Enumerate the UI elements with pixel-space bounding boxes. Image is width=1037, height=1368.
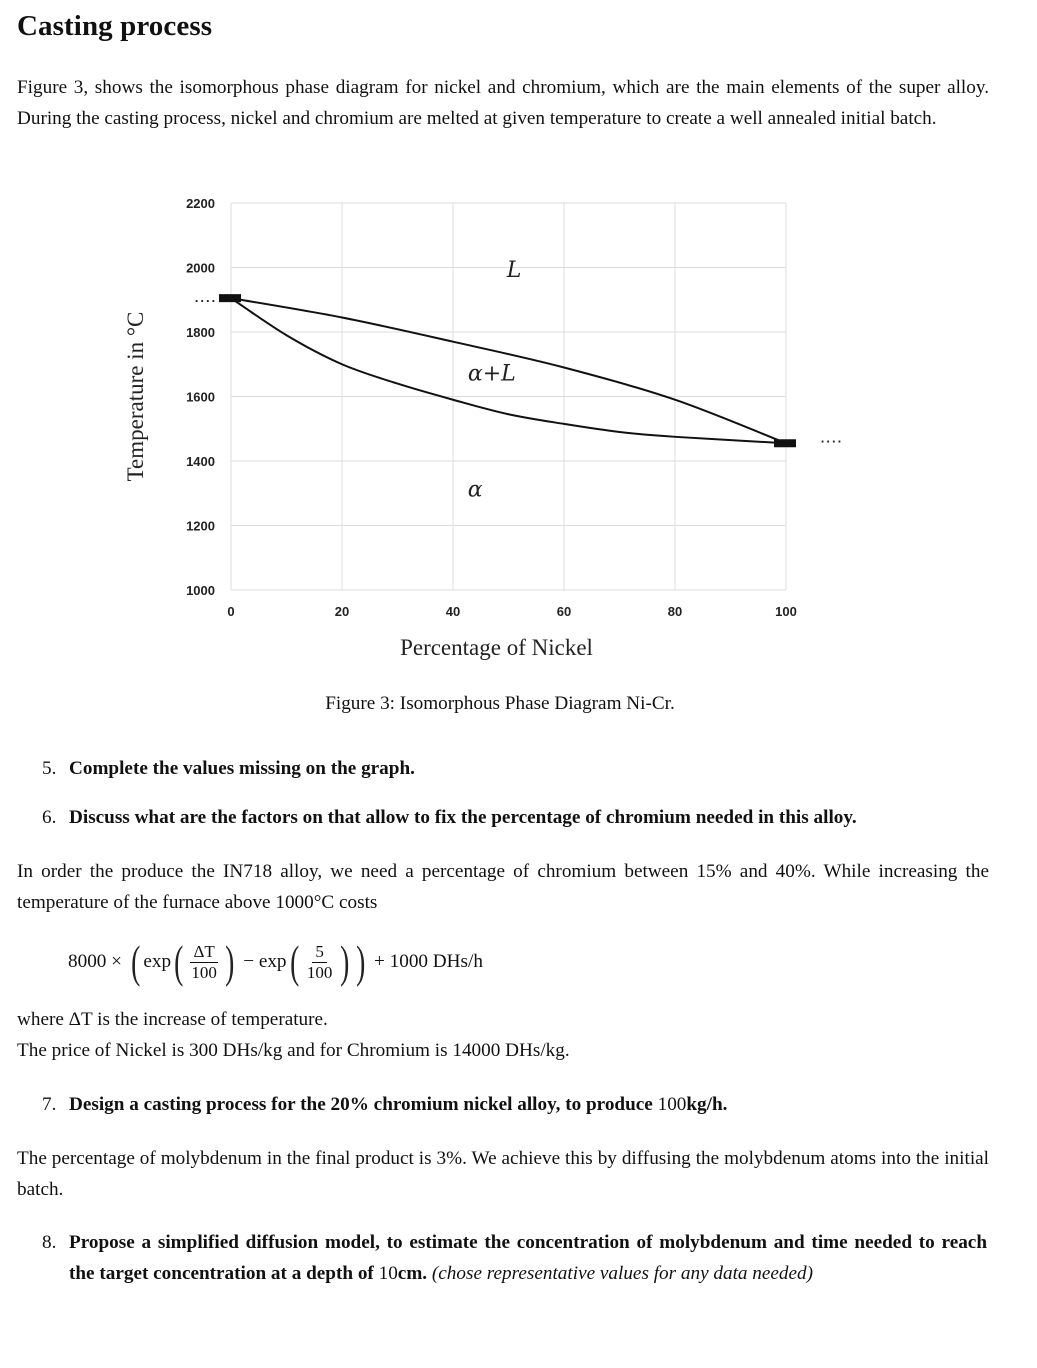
x-tick-label: 20 <box>334 604 350 619</box>
question-7-value: 100 <box>657 1094 687 1115</box>
x-axis-label: Percentage of Nickel <box>400 635 593 660</box>
eq-suffix: + 1000 DHs/h <box>374 951 483 972</box>
question-5-number: 5. <box>42 758 57 779</box>
eq-paren-close: ) <box>355 936 365 987</box>
eq-den2: 100 <box>306 962 333 982</box>
question-7 <box>42 1090 987 1121</box>
phase-diagram-svg <box>0 180 1000 660</box>
question-6-text: Discuss what are the factors on that allow to fix the percentage of chromium needed in this alloy. <box>69 807 857 828</box>
intro-paragraph: Figure 3, shows the isomorphous phase diagram for nickel and chromium, which are the main elements of the super alloy. During the casting process, nickel and chromium are melted at given temperature to create a well annealed initial batch. <box>17 77 989 129</box>
region-label: α <box>467 477 483 503</box>
question-8-value: 10 <box>378 1262 398 1284</box>
question-8 <box>42 1228 987 1289</box>
y-tick-label: 2200 <box>186 196 215 211</box>
question-6-number: 6. <box>42 807 57 828</box>
region-label: α+L <box>467 361 516 387</box>
x-tick-label: 0 <box>227 604 235 619</box>
missing-value-left: .... <box>194 290 218 306</box>
question-5 <box>42 754 987 785</box>
x-tick-label: 40 <box>445 604 461 619</box>
cost-equation <box>68 932 483 992</box>
y-tick-label: 1200 <box>186 518 215 534</box>
endpoint-marker-chromium <box>219 294 241 302</box>
y-axis-label: Temperature in °C <box>123 311 148 482</box>
question-8-unit: cm. <box>397 1262 428 1284</box>
eq-minus-exp: − exp <box>243 951 287 972</box>
eq-paren-close-inner2: ) <box>340 936 350 987</box>
eq-exp1: exp <box>143 951 172 972</box>
eq-paren-open-inner2: ( <box>289 936 299 987</box>
eq-fraction-2 <box>304 942 336 983</box>
question-7-text: Design a casting process for the 20% chromium nickel alloy, to produce <box>69 1094 653 1115</box>
eq-paren-close-inner: ) <box>224 936 235 987</box>
y-tick-label: 1000 <box>186 583 215 598</box>
eq-prefix: 8000 × <box>68 951 122 972</box>
section-title: Casting process <box>17 10 213 42</box>
question-8-number: 8. <box>42 1232 57 1253</box>
eq-num1: ΔT <box>190 942 217 963</box>
y-tick-label: 1600 <box>186 389 215 405</box>
x-tick-label: 80 <box>667 604 683 619</box>
y-tick-label: 2000 <box>186 260 215 276</box>
question-8-note: (chose representative values for any data needed) <box>431 1262 814 1284</box>
x-tick-label: 100 <box>775 604 797 619</box>
figure-caption: Figure 3: Isomorphous Phase Diagram Ni-Cr. <box>325 693 675 714</box>
question-8-text: Propose a simplified diffusion model, to estimate the concentration of molybdenum and time needed to reach the target concentration at a depth of <box>69 1232 987 1284</box>
eq-paren-open: ( <box>131 936 141 987</box>
where-line: where ΔT is the increase of temperature. <box>17 1009 328 1030</box>
question-6 <box>42 803 987 834</box>
y-tick-label: 1400 <box>186 454 215 469</box>
eq-den1: 100 <box>191 962 217 982</box>
question-7-number: 7. <box>42 1094 57 1115</box>
eq-num2: 5 <box>312 942 327 963</box>
question-7-unit: kg/h. <box>686 1094 728 1115</box>
phase-diagram-chart <box>0 180 1000 665</box>
question-5-text: Complete the values missing on the graph. <box>69 758 415 779</box>
y-tick-label: 1800 <box>186 325 215 340</box>
eq-paren-open-inner: ( <box>174 936 184 987</box>
missing-value-right: .... <box>820 430 844 446</box>
price-line: The price of Nickel is 300 DHs/kg and for Chromium is 14000 DHs/kg. <box>17 1040 570 1061</box>
molybdenum-paragraph: The percentage of molybdenum in the final product is 3%. We achieve this by diffusing the molybdenum atoms into the initial batch. <box>17 1148 989 1200</box>
x-tick-label: 60 <box>556 604 572 619</box>
region-label: L <box>506 258 522 284</box>
eq-fraction-1 <box>188 942 220 983</box>
endpoint-marker-nickel <box>774 439 796 447</box>
cost-paragraph: In order the produce the IN718 alloy, we need a percentage of chromium between 15% and 40%. While increasing the temperature of the furnace above 1000°C costs <box>17 861 989 913</box>
